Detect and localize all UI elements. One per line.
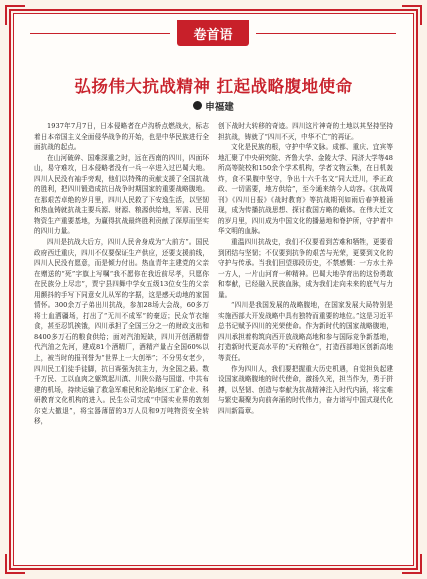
- body-paragraph: 重温四川抗战史，我们不仅要看到苦难和牺牲，更要看到团结与坚韧；不仅要到抗争的艰苦与光荣，更要到文化的守护与传承。当我们回望那段历史，不禁感慨：一方水土养一方人，一片山河育一种精神。巴蜀大地孕育出的这份勇敢和奉献，已经融入民族血脉，成为我们走向未来的底气与力量。: [218, 238, 393, 299]
- tag-rule-left: [30, 33, 170, 34]
- body-column-right: [218, 121, 393, 416]
- frame-corner-ornament: [402, 5, 422, 25]
- body-paragraph: 1937年7月7日，日本侵略者在卢沟桥点燃战火，标志着日本帝国主义全面侵华战争的开始，也是中华民族进行全面抗战的起点。: [34, 122, 209, 152]
- frame-corner-ornament: [402, 554, 422, 574]
- body-paragraph: 作为四川人，我们要把握重大历史机遇，自觉担负起建设国家战略腹地的时代使命，激扬久光，担当作为，勇于拼搏，以坚韧、创造与奉献为抗战精神注入时代内涵，将宝难与繁史凝聚为向前奔涌的时代伟力，奋力谱写中国式现代化四川新篇章。: [218, 364, 393, 415]
- byline: [20, 99, 407, 113]
- body-paragraph: 文化是民族的根，守护中华文脉。成都、重庆、宜宾等地汇聚了中央研究院、齐鲁大学、金陵大学、同济大学等48所高等院校和150余个学术机构，学者文物云集，在日机轰炸，食不果腹中坚守，争出十六千名文“同大迁川，季正政政、一切需要，地方供给”，至今通来纳今人动容。《抗战周刊》《四川日报》《战时教育》等抗战期刊如雨后春笋般涌现，成为传播抗战思想、探讨救国方略的载体。在伟大迁文的岁月里，四川成为中国文化的播悬地和脊护所，守护着中华文明的血脉。: [218, 143, 393, 236]
- article-headline: 弘扬伟大抗战精神 扛起战略腹地使命: [74, 77, 353, 96]
- body-column-left: [34, 121, 209, 427]
- body-paragraph: 四川是抗战大后方，四川人民舍身成为“大前方”。国民政府西迁重庆，四川不仅要保证生产供应，还要支援前线，四川人民没有愿意，而是倾力付出。热血青年主建党的父亲在赠送的“死”字旗上写嘱“我不愿你在我近前尽孝，只愿你在民族分上尽忠”，贾宁县四舞中学女五级13位女生的父亲用颤抖的手写下同意女儿从军的字据，这是感天动地的家国情怀。300余万子弟出川抗战，参加28场大会战，60多万将士血洒疆场，打出了“无川不成军”的豪迈；民众节衣缩食，甚至忍饥挨饿，四川承担了全国三分之一的财政支出和8400多万石的粮食供给；面对汽油短缺，四川开创酒精替代汽油之先河，建成81个酒精厂，酒精产量占全国60%以上，被当时的报刊誉为“世界上一大创举”；不分男女老少，四川民工们徒手徒脚，抗日赛强为抗主力，为全国之最。数千万民、工以血肉之躯筑起川滇、川陕公路与国道、中共布建的机场，持续运输了救急军难民和沦陷地区工矿企业、科研教育文化机构的进入。民生公司完成“中国实业界的敦刻尔克大撤退”，将宝器薄留的3万人员和9万吨物资安全转移，: [34, 238, 209, 426]
- author-name: 申福建: [205, 102, 234, 113]
- frame-corner-ornament: [5, 554, 25, 574]
- bullet-icon: [193, 101, 202, 110]
- body-paragraph: “四川是我国发展的战略腹地，在国家发展大局特别是实施西部大开发战略中具有独特而重要的地位。”这是习近平总书记赋予四川的光荣使命。作为新时代的国家战略腹地，四川承担着构筑向西开放战略高地和参与国际竞争新基地，打造新时代更高水平的“天府粮仓”，打造西部地区创新高地等责任。: [218, 301, 393, 363]
- tag-rule-right: [256, 33, 396, 34]
- column-tag: 卷首语: [177, 20, 249, 46]
- body-paragraph: 创下战时大转移的奇迹。四川这片神奇的土地以其坚持坚持担抗战，铸就了“四川不灭，中华不亡”的再证。: [218, 122, 393, 141]
- body-paragraph: 在山河破碎、国难深重之时，远在西南的四川，四面环山，易守难攻，日本侵略者没有一兵一卒进入过巴蜀大地。四川人民没有袖手旁观，他们以特殊的贡献支援了全国抗战的胜利，把四川锻造成抗日战争时期国家的重要战略腹地。在那艰苦卓绝的岁月里，四川人民救了下安逸生活，以坚韧和热血铸就抗战主要兵源、财源、粮源供给地，军需、民用物资生产重要基地，为赢得抗战最终胜利贡献了深厚而坚实的四川力量。: [34, 153, 209, 236]
- frame-corner-ornament: [5, 5, 25, 25]
